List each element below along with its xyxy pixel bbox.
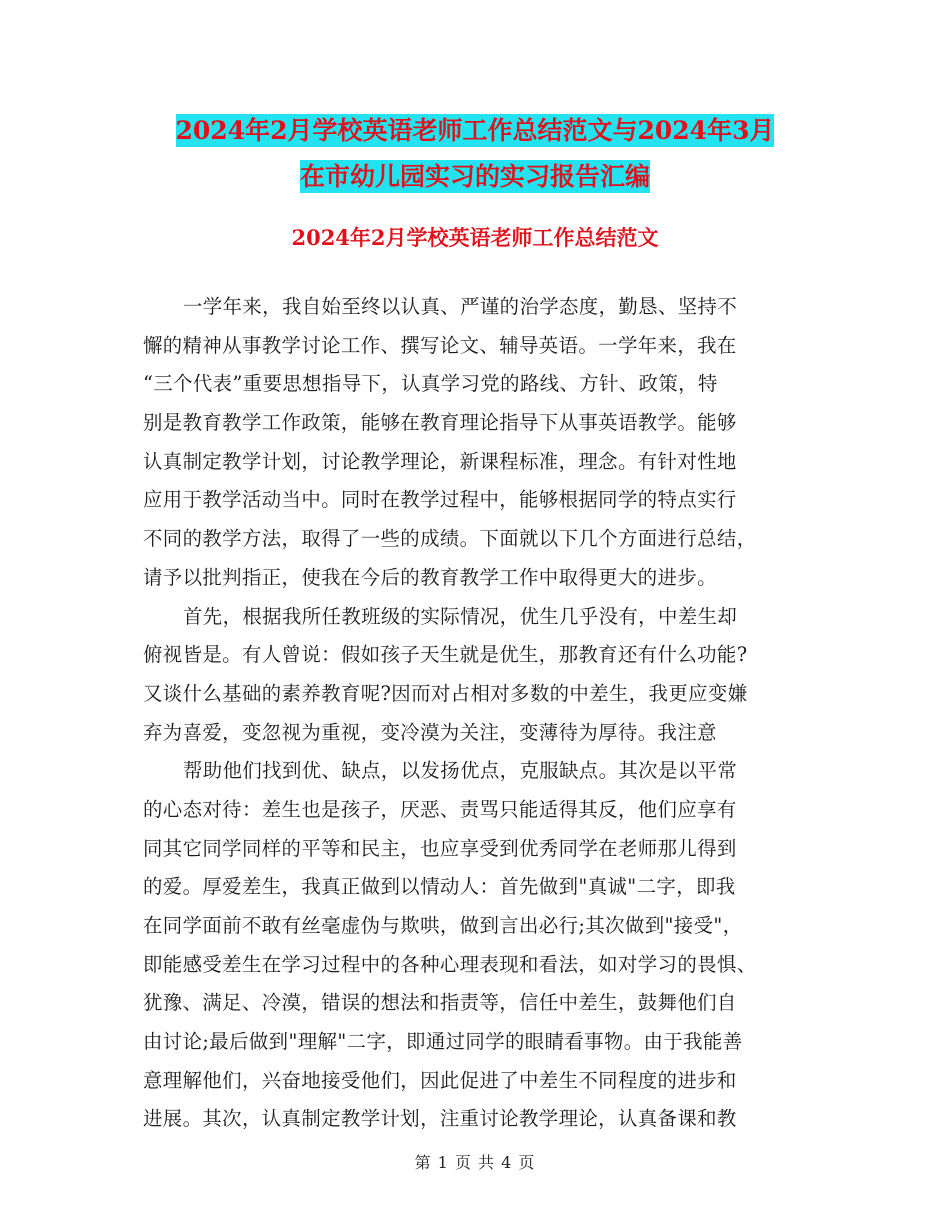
body-line: 的爱。厚爱差生，我真正做到以情动人：首先做到"真诚"二字，即我 [143, 875, 736, 899]
body-line: 首先，根据我所任教班级的实际情况，优生几乎没有，中差生却 [183, 604, 738, 628]
body-line: 认真制定教学计划，讨论教学理论，新课程标准，理念。有针对性地 [143, 449, 737, 473]
body-text [143, 288, 808, 1139]
body-line: 的心态对待：差生也是孩子，厌恶、责骂只能适得其反，他们应享有 [143, 797, 737, 821]
body-line: 不同的教学方法，取得了一些的成绩。下面就以下几个方面进行总结， [143, 527, 757, 551]
document-title [0, 108, 950, 200]
body-line: 懈的精神从事教学讨论工作、撰写论文、辅导英语。一学年来，我在 [143, 333, 737, 357]
body-line: 意理解他们，兴奋地接受他们，因此促进了中差生不同程度的进步和 [143, 1068, 737, 1092]
body-line: 进展。其次，认真制定教学计划，注重讨论教学理论，认真备课和教 [143, 1107, 737, 1131]
body-line: 俯视皆是。有人曾说：假如孩子天生就是优生，那教育还有什么功能? [143, 643, 748, 667]
body-line: 犹豫、满足、冷漠，错误的想法和指责等，信任中差生，鼓舞他们自 [143, 991, 737, 1015]
body-line: 应用于教学活动当中。同时在教学过程中，能够根据同学的特点实行 [143, 488, 737, 512]
title-line-1: 2024年2月学校英语老师工作总结范文与2024年3月 [175, 116, 775, 145]
body-line: “三个代表”重要思想指导下，认真学习党的路线、方针、政策，特 [143, 372, 718, 396]
body-line: 请予以批判指正，使我在今后的教育教学工作中取得更大的进步。 [143, 565, 717, 589]
body-line: 别是教育教学工作政策，能够在教育理论指导下从事英语教学。能够 [143, 411, 737, 435]
body-line: 在同学面前不敢有丝毫虚伪与欺哄，做到言出必行;其次做到"接受"， [143, 914, 743, 937]
page-footer: 第 1 页 共 4 页 [414, 1153, 536, 1172]
title-line-2: 在市幼儿园实习的实习报告汇编 [299, 162, 650, 191]
body-line: 即能感受差生在学习过程中的各种心理表现和看法，如对学习的畏惧、 [143, 952, 757, 976]
body-line: 同其它同学同样的平等和民主，也应享受到优秀同学在老师那儿得到 [143, 836, 737, 860]
section-title: 2024年2月学校英语老师工作总结范文 [291, 225, 659, 250]
body-line: 一学年来，我自始至终以认真、严谨的治学态度，勤恳、坚持不 [183, 295, 738, 318]
body-line: 帮助他们找到优、缺点，以发扬优点，克服缺点。其次是以平常 [183, 759, 738, 783]
body-line: 又谈什么基础的素养教育呢?因而对占相对多数的中差生，我更应变嫌 [143, 681, 748, 705]
body-line: 弃为喜爱，变忽视为重视，变冷漠为关注，变薄待为厚待。我注意 [143, 720, 717, 744]
body-line: 由讨论;最后做到"理解"二字，即通过同学的眼睛看事物。由于我能善 [143, 1030, 743, 1054]
